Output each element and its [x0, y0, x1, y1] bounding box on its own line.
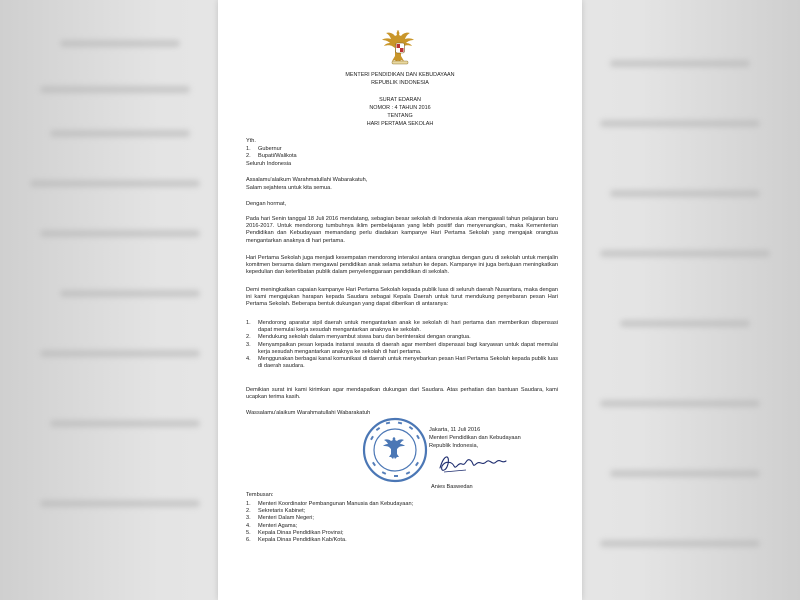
list-item: 5. Kepala Dinas Pendidikan Provinsi; [246, 529, 344, 536]
greeting-line-2: Salam sejahtera untuk kita semua. [246, 185, 332, 191]
signature-role-1: Menteri Pendidikan dan Kebudayaan [429, 435, 521, 441]
republic-name: REPUBLIK INDONESIA [371, 80, 429, 86]
official-seal-icon [362, 417, 428, 483]
list-item: 2. Bupati/Walikota [246, 153, 297, 160]
list-item: 4. Menteri Agama; [246, 522, 298, 529]
letter-page [218, 0, 582, 600]
recipient-list [246, 146, 558, 160]
recipient-closing: Seluruh Indonesia [246, 161, 292, 167]
paragraph-1: Pada hari Senin tanggal 18 Juli 2016 mendatang, sebagian besar sekolah di Indonesia akan mengawali tahun pelajaran baru 2016-2017. Untuk mendorong tumbuhnya iklim pembelajaran yang lebih positif dan menyenangkan, maka Kementerian Pendidikan dan Kebudayaan memandang perlu diadakan kampanye Hari Pertama Sekolah yang mengajak orangtua mengantarkan anaknya di hari pertama. [246, 216, 558, 244]
cc-label: Tembusan: [246, 492, 274, 498]
cc-list [246, 501, 558, 544]
garuda-emblem-icon [379, 26, 421, 68]
signature-date: Jakarta, 11 Juli 2016 [429, 427, 481, 433]
ministry-name: MENTERI PENDIDIKAN DAN KEBUDAYAAN [345, 72, 455, 78]
list-item: 1. Mendorong aparatur sipil daerah untuk mengantarkan anak ke sekolah di hari pertama dan memberikan dispensasi dapat memulai kerja sesudah mengantarkan anaknya ke sekolah. [246, 320, 558, 334]
greeting-line-1: Assalamu'alaikum Warahmatullahi Wabarakatuh, [246, 177, 368, 183]
support-list [246, 320, 558, 370]
list-item: 1. Gubernur [246, 146, 282, 152]
signature-role-2: Republik Indonesia, [429, 443, 479, 449]
paragraph-2: Hari Pertama Sekolah juga menjadi kesempatan mendorong interaksi antara orangtua dengan guru di sekolah untuk menjalin komitmen bersama dalam mengawal pendidikan anak selama setahun ke depan. Kampanye ini juga bertujuan meningkatkan kepedulian dan keterlibatan publik dalam penyelenggaraan pendidikan di sekolah. [246, 255, 558, 276]
list-item: 2. Mendukung sekolah dalam menyambut siswa baru dan berinteraksi dengan orangtua. [246, 334, 471, 341]
list-item: 3. Menteri Dalam Negeri; [246, 515, 314, 522]
salutation: Dengan hormat, [246, 201, 287, 207]
list-item: 1. Menteri Koordinator Pembangunan Manusia dan Kebudayaan; [246, 501, 414, 507]
signatory-name: Anies Baswedan [431, 484, 473, 490]
list-item: 4. Menggunakan berbagai kanal komunikasi di daerah untuk menyebarkan pesan Hari Pertama Sekolah kepada publik luas di daerah saudara. [246, 356, 558, 370]
doc-number: NOMOR : 4 TAHUN 2016 [369, 105, 431, 111]
doc-about: TENTANG [387, 113, 413, 119]
list-item: 6. Kepala Dinas Pendidikan Kab/Kota. [246, 537, 347, 544]
paragraph-3: Demi meningkatkan capaian kampanye Hari Pertama Sekolah kepada publik luas di seluruh daerah Nusantara, maka dengan ini kami mengajukan harapan kepada Saudara sebagai Kepala Daerah untuk turut mendukung penyebaran pesan Hari Pertama Sekolah. Beberapa bentuk dukungan yang dapat diberikan di antaranya: [246, 287, 558, 308]
closing-paragraph: Demikian surat ini kami kirimkan agar mendapatkan dukungan dari Saudara. Atas perhatian dan bantuan Saudara, kami ucapkan terima kasih. [246, 387, 558, 401]
farewell: Wassalamu'alaikum Warahmatullahi Wabarakatuh [246, 410, 371, 416]
doc-subject: HARI PERTAMA SEKOLAH [366, 121, 434, 127]
list-item: 3. Menyampaikan pesan kepada instansi swasta di daerah agar memberi dispensasi bagi karyawan untuk dapat memulai kerja sesudah mengantarkan anaknya ke sekolah di hari pertama. [246, 341, 558, 355]
doc-type: SURAT EDARAN [379, 97, 421, 103]
recipient-yth: Yth. [246, 138, 256, 144]
list-item: 2. Sekretaris Kabinet; [246, 508, 306, 515]
handwritten-signature-icon [436, 452, 510, 474]
